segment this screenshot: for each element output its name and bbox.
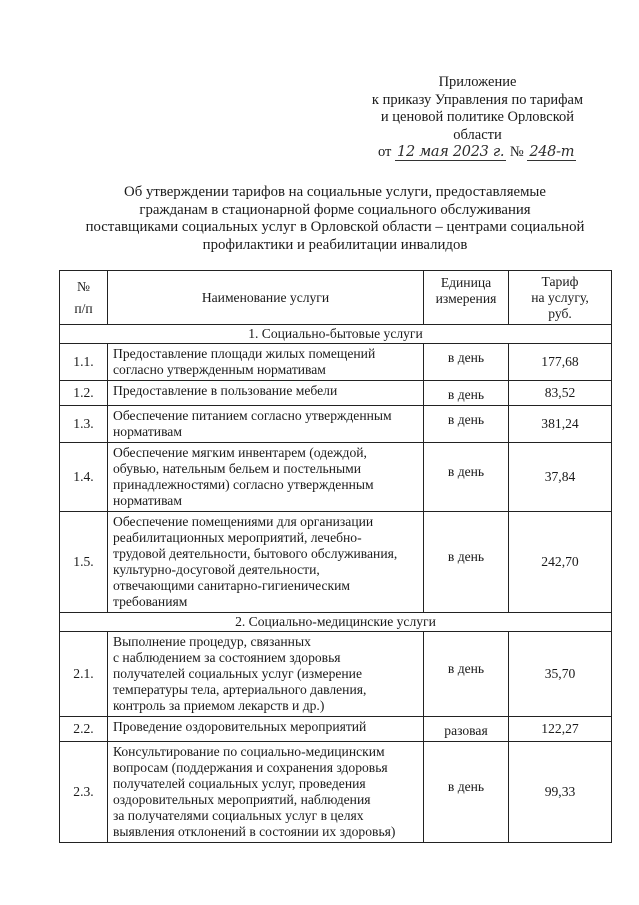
table-header-row <box>60 271 612 325</box>
service-name-line: согласно утвержденным нормативам <box>113 362 326 377</box>
service-name-line: Предоставление площади жилых помещений <box>113 346 376 361</box>
service-name-line: Обеспечение питанием согласно утвержденным <box>113 408 392 423</box>
table-row <box>60 717 612 742</box>
row-number: 2.2. <box>60 717 108 742</box>
row-number: 1.4. <box>60 443 108 512</box>
service-name-line: получателей социальных услуг (измерение <box>113 666 362 681</box>
tariff-price: 35,70 <box>509 632 612 717</box>
service-name-line: вопросам (поддержания и сохранения здоровья <box>113 760 388 775</box>
appendix-line: и ценовой политике Орловской <box>380 109 575 125</box>
service-name-line: оздоровительных мероприятий, наблюдения <box>113 792 371 807</box>
title-line: гражданам в стационарной форме социального обслуживания <box>139 201 531 218</box>
title-line: профилактики и реабилитации инвалидов <box>202 236 468 253</box>
service-name-line: получателей социальных услуг, проведения <box>113 776 366 791</box>
row-number: 2.1. <box>60 632 108 717</box>
unit-of-measure: в день <box>424 381 509 406</box>
service-name-line: температуры тела, артериального давления, <box>113 682 367 697</box>
service-name-line: нормативам <box>113 424 182 439</box>
service-name-line: нормативам <box>113 493 182 508</box>
service-name-line: Обеспечение помещениями для организации <box>113 514 374 529</box>
tariff-price: 242,70 <box>509 512 612 613</box>
unit-of-measure: в день <box>424 344 509 381</box>
unit-of-measure: в день <box>424 742 509 843</box>
table-body <box>60 325 612 843</box>
tariff-price: 83,52 <box>509 381 612 406</box>
section-row <box>60 613 612 632</box>
section-title: 1. Социально-бытовые услуги <box>60 325 612 344</box>
service-name-line: Выполнение процедур, связанных <box>113 634 311 649</box>
service-name-line: контроль за приемом лекарств и др.) <box>113 698 325 713</box>
appendix-line: к приказу Управления по тарифам <box>371 91 584 108</box>
section-title: 2. Социально-медицинские услуги <box>60 613 612 632</box>
header-name: Наименование услуги <box>108 271 424 325</box>
service-name-line: Проведение оздоровительных мероприятий <box>113 719 367 734</box>
table-row <box>60 742 612 843</box>
service-name <box>108 406 424 443</box>
unit-of-measure: разовая <box>424 717 509 742</box>
order-reference <box>378 143 618 161</box>
unit-of-measure: в день <box>424 443 509 512</box>
header-unit: Единица измерения <box>424 271 509 325</box>
service-name-line: за получателями социальных услуг в целях <box>113 808 364 823</box>
service-name-line: отвечающими санитарно-гигиеническим <box>113 578 350 593</box>
service-name-line: трудовой деятельности, бытового обслуживания, <box>113 546 398 561</box>
table-row <box>60 443 612 512</box>
appendix-line: области <box>453 126 502 143</box>
table-row <box>60 512 612 613</box>
document-title <box>40 184 630 254</box>
title-line: поставщиками социальных услуг в Орловской области – центрами социальной <box>85 219 585 235</box>
service-name-line: с наблюдением за состоянием здоровья <box>113 650 341 665</box>
tariff-price: 99,33 <box>509 742 612 843</box>
service-name <box>108 632 424 717</box>
service-name <box>108 717 424 742</box>
header-num: № п/п <box>60 271 108 325</box>
table-row <box>60 632 612 717</box>
service-name <box>108 443 424 512</box>
unit-of-measure: в день <box>424 512 509 613</box>
order-number: 248-т <box>529 144 575 160</box>
service-name <box>108 512 424 613</box>
row-number: 1.2. <box>60 381 108 406</box>
service-name-line: культурно-досуговой деятельности, <box>113 562 320 577</box>
header-price: Тариф на услугу, руб. <box>509 271 612 325</box>
row-number: 1.3. <box>60 406 108 443</box>
tariff-price: 177,68 <box>509 344 612 381</box>
table-row <box>60 381 612 406</box>
service-name-line: реабилитационных мероприятий, лечебно- <box>113 530 362 545</box>
title-line: Об утверждении тарифов на социальные услуги, предоставляемые <box>124 184 546 200</box>
table-row <box>60 344 612 381</box>
table-row <box>60 406 612 443</box>
order-date: 12 мая 2023 г. <box>397 144 505 160</box>
service-name-line: выявления отклонений в состоянии их здоровья) <box>113 824 396 839</box>
unit-of-measure: в день <box>424 632 509 717</box>
service-name-line: Предоставление в пользование мебели <box>113 383 338 398</box>
tariff-table <box>59 270 612 843</box>
row-number: 1.5. <box>60 512 108 613</box>
service-name-line: Обеспечение мягким инвентарем (одеждой, <box>113 445 367 460</box>
appendix-line: Приложение <box>438 74 517 90</box>
row-number: 2.3. <box>60 742 108 843</box>
service-name <box>108 344 424 381</box>
tariff-price: 122,27 <box>509 717 612 742</box>
section-row <box>60 325 612 344</box>
service-name-line: обувью, нательным бельем и постельными <box>113 461 362 476</box>
service-name-line: принадлежностями) согласно утвержденным <box>113 477 374 492</box>
service-name-line: Консультирование по социально-медицинским <box>113 744 385 759</box>
number-sign: № <box>509 144 524 160</box>
tariff-price: 381,24 <box>509 406 612 443</box>
unit-of-measure: в день <box>424 406 509 443</box>
order-prefix: от <box>378 144 392 160</box>
service-name <box>108 742 424 843</box>
tariff-price: 37,84 <box>509 443 612 512</box>
appendix-header <box>340 74 615 144</box>
service-name <box>108 381 424 406</box>
row-number: 1.1. <box>60 344 108 381</box>
service-name-line: требованиям <box>113 594 188 609</box>
